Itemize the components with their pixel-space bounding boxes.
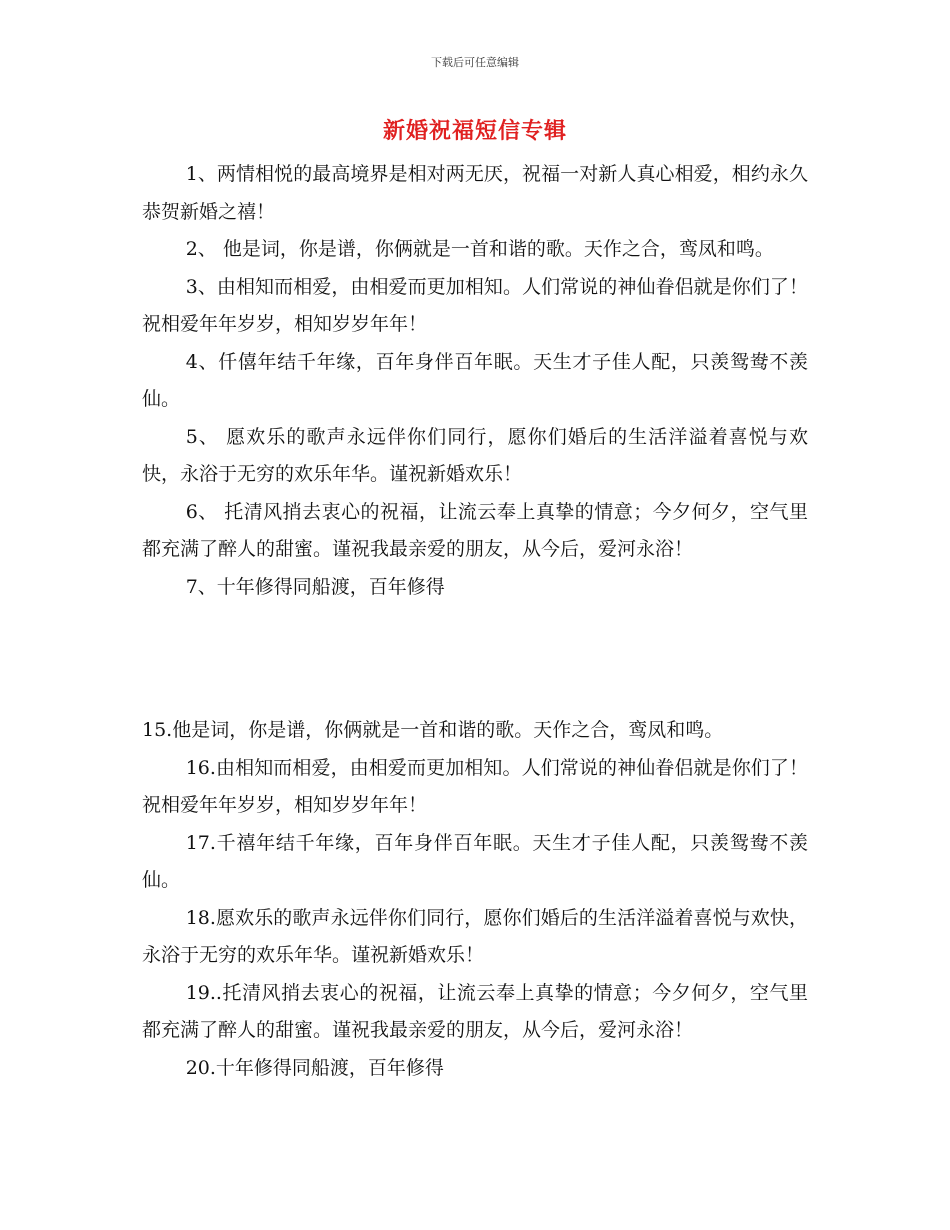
blessing-paragraph-19: 19..托清风捎去衷心的祝福，让流云奉上真挚的情意；今夕何夕，空气里都充满了醉人的甜蜜。谨祝我最亲爱的朋友，从今后，爱河永浴！ [142,981,808,1041]
blessing-paragraph-2: 2、 他是词，你是谱，你俩就是一首和谐的歌。天作之合，鸾凤和鸣。 [185,238,774,260]
blessing-paragraph-5: 5、 愿欢乐的歌声永远伴你们同行，愿你们婚后的生活洋溢着喜悦与欢快，永浴于无穷的欢乐年华。谨祝新婚欢乐！ [142,425,808,485]
blessing-list-second [142,712,808,1087]
blessing-list-first [142,156,808,606]
blessing-paragraph-20: 20.十年修得同船渡，百年修得 [185,1056,444,1079]
page-header-note: 下载后可任意编辑 [431,56,519,69]
blessing-paragraph-3: 3、由相知而相爱，由相爱而更加相知。人们常说的神仙眷侣就是你们了！祝相爱年年岁岁，相知岁岁年年！ [142,275,808,335]
blessing-paragraph-17: 17.千禧年结千年缘，百年身伴百年眠。天生才子佳人配，只羡鸳鸯不羡仙。 [142,831,808,891]
blessing-paragraph-7: 7、十年修得同船渡，百年修得 [185,575,445,598]
document-title: 新婚祝福短信专辑 [382,119,567,144]
blessing-paragraph-4: 4、仟僖年结千年缘，百年身伴百年眠。天生才子佳人配，只羡鸳鸯不羡仙。 [142,350,808,410]
blessing-paragraph-1: 1、两情相悦的最高境界是相对两无厌，祝福一对新人真心相爱，相约永久恭贺新婚之禧！ [142,163,808,223]
blessing-paragraph-6: 6、 托清风捎去衷心的祝福，让流云奉上真挚的情意；今夕何夕，空气里都充满了醉人的甜蜜。谨祝我最亲爱的朋友，从今后，爱河永浴！ [142,500,808,560]
blessing-paragraph-16: 16.由相知而相爱，由相爱而更加相知。人们常说的神仙眷侣就是你们了！祝相爱年年岁岁，相知岁岁年年！ [142,756,808,816]
blessing-paragraph-15: 15.他是词，你是谱，你俩就是一首和谐的歌。天作之合，鸾凤和鸣。 [142,719,724,741]
blessing-paragraph-18: 18.愿欢乐的歌声永远伴你们同行，愿你们婚后的生活洋溢着喜悦与欢快，永浴于无穷的欢乐年华。谨祝新婚欢乐！ [142,906,808,966]
